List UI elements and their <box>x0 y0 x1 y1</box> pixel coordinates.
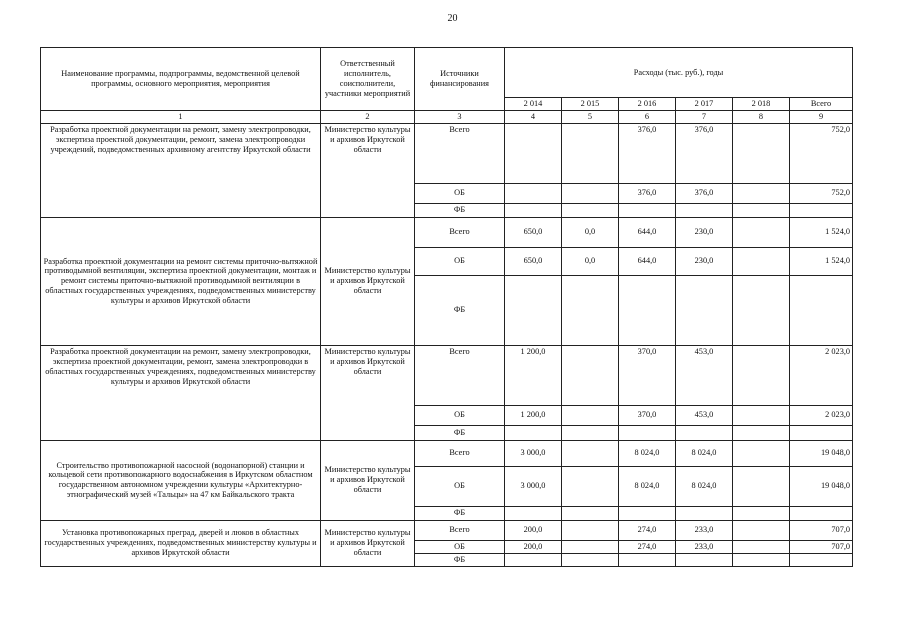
value-2018 <box>733 520 790 540</box>
value-total <box>790 553 853 566</box>
value-2015: 0,0 <box>562 217 619 247</box>
source-label: ОБ <box>415 183 505 203</box>
header-expenses: Расходы (тыс. руб.), годы <box>505 48 853 98</box>
value-2014: 650,0 <box>505 247 562 275</box>
column-index: 7 <box>676 110 733 123</box>
value-2016: 370,0 <box>619 345 676 405</box>
value-2017: 8 024,0 <box>676 466 733 506</box>
value-2014: 1 200,0 <box>505 405 562 425</box>
table-row <box>41 123 853 183</box>
value-2014 <box>505 553 562 566</box>
value-2015 <box>562 405 619 425</box>
budget-table <box>40 47 853 567</box>
value-2017: 453,0 <box>676 345 733 405</box>
value-2015 <box>562 123 619 183</box>
table-row <box>41 440 853 466</box>
value-2015 <box>562 520 619 540</box>
value-2016 <box>619 275 676 345</box>
table-row <box>41 345 853 405</box>
value-2017 <box>676 275 733 345</box>
value-2014 <box>505 506 562 520</box>
value-total <box>790 425 853 440</box>
value-2015 <box>562 440 619 466</box>
value-2017 <box>676 203 733 217</box>
column-index: 2 <box>321 110 415 123</box>
value-2015 <box>562 540 619 553</box>
value-2014: 200,0 <box>505 520 562 540</box>
header-year-2014: 2 014 <box>505 98 562 111</box>
value-total <box>790 506 853 520</box>
value-2018 <box>733 405 790 425</box>
value-total <box>790 203 853 217</box>
header-year-2015: 2 015 <box>562 98 619 111</box>
column-index: 3 <box>415 110 505 123</box>
source-label: Всего <box>415 520 505 540</box>
value-total: 752,0 <box>790 183 853 203</box>
value-total: 752,0 <box>790 123 853 183</box>
value-2018 <box>733 183 790 203</box>
value-2016: 644,0 <box>619 217 676 247</box>
source-label: ФБ <box>415 553 505 566</box>
value-2018 <box>733 123 790 183</box>
table-row <box>41 520 853 540</box>
value-2018 <box>733 506 790 520</box>
value-2016 <box>619 553 676 566</box>
value-2015 <box>562 203 619 217</box>
value-total: 19 048,0 <box>790 440 853 466</box>
column-index: 8 <box>733 110 790 123</box>
header-year-2016: 2 016 <box>619 98 676 111</box>
program-name: Разработка проектной документации на ремонт системы приточно-вытяжной противодымной вентиляции, экспертиза проектной документации, монтаж и ремонт системы приточно-вытяжной противодымной вентиляции в областных государственных учреждениях, подведомственных министерству культуры и архивов Иркутской области <box>41 217 321 345</box>
value-2016 <box>619 203 676 217</box>
value-total: 1 524,0 <box>790 247 853 275</box>
source-label: ФБ <box>415 203 505 217</box>
executor-name: Министерство культуры и архивов Иркутской области <box>321 345 415 440</box>
header-year-2018: 2 018 <box>733 98 790 111</box>
header-executor: Ответственный исполнитель, соисполнители, участники мероприятий <box>321 48 415 111</box>
executor-name: Министерство культуры и архивов Иркутской области <box>321 440 415 520</box>
value-2014: 3 000,0 <box>505 440 562 466</box>
value-2017 <box>676 553 733 566</box>
value-total: 707,0 <box>790 540 853 553</box>
value-2014: 650,0 <box>505 217 562 247</box>
value-2017: 233,0 <box>676 520 733 540</box>
value-2017: 230,0 <box>676 217 733 247</box>
source-label: Всего <box>415 123 505 183</box>
value-2014 <box>505 203 562 217</box>
column-index: 5 <box>562 110 619 123</box>
value-2015 <box>562 553 619 566</box>
program-name: Строительство противопожарной насосной (водонапорной) станции и кольцевой сети противопожарного водоснабжения в Иркутском областном государственном автономном учреждении культуры «Архитектурно-этнографический музей «Тальцы» на 47 км Байкальского тракта <box>41 440 321 520</box>
value-2017: 233,0 <box>676 540 733 553</box>
source-label: Всего <box>415 440 505 466</box>
header-sources: Источники финансирования <box>415 48 505 111</box>
value-2015 <box>562 466 619 506</box>
source-label: ОБ <box>415 405 505 425</box>
value-2018 <box>733 425 790 440</box>
source-label: ОБ <box>415 466 505 506</box>
executor-name: Министерство культуры и архивов Иркутской области <box>321 520 415 566</box>
value-2016: 370,0 <box>619 405 676 425</box>
value-2015: 0,0 <box>562 247 619 275</box>
value-2016: 376,0 <box>619 183 676 203</box>
source-label: ОБ <box>415 540 505 553</box>
source-label: ОБ <box>415 247 505 275</box>
value-2018 <box>733 203 790 217</box>
value-2018 <box>733 540 790 553</box>
value-2017: 230,0 <box>676 247 733 275</box>
value-2017 <box>676 506 733 520</box>
value-2017 <box>676 425 733 440</box>
value-2014 <box>505 123 562 183</box>
value-2018 <box>733 247 790 275</box>
value-2015 <box>562 425 619 440</box>
value-2016 <box>619 506 676 520</box>
value-2015 <box>562 183 619 203</box>
column-index: 9 <box>790 110 853 123</box>
value-2016 <box>619 425 676 440</box>
value-2018 <box>733 345 790 405</box>
value-2017: 8 024,0 <box>676 440 733 466</box>
value-total: 2 023,0 <box>790 345 853 405</box>
value-2014: 3 000,0 <box>505 466 562 506</box>
value-2017: 376,0 <box>676 123 733 183</box>
header-total: Всего <box>790 98 853 111</box>
value-2014: 200,0 <box>505 540 562 553</box>
page-number: 20 <box>447 13 458 24</box>
source-label: ФБ <box>415 506 505 520</box>
value-2015 <box>562 275 619 345</box>
value-2014 <box>505 275 562 345</box>
value-2016: 274,0 <box>619 540 676 553</box>
value-2016: 8 024,0 <box>619 466 676 506</box>
program-name: Разработка проектной документации на ремонт, замену электропроводки, экспертиза проектной документации, ремонт, замена электропроводки учреждений, подведомственных архивному агентству Иркутской области <box>41 123 321 217</box>
executor-name: Министерство культуры и архивов Иркутской области <box>321 217 415 345</box>
value-2018 <box>733 553 790 566</box>
value-2016: 8 024,0 <box>619 440 676 466</box>
value-total: 19 048,0 <box>790 466 853 506</box>
column-index: 4 <box>505 110 562 123</box>
value-total <box>790 275 853 345</box>
value-2016: 644,0 <box>619 247 676 275</box>
program-name: Разработка проектной документации на ремонт, замену электропроводки, экспертиза проектной документации, ремонт, замена электропроводки в областных государственных учреждениях, подведомственных министерству культуры и архивов Иркутской области <box>41 345 321 440</box>
source-label: ФБ <box>415 275 505 345</box>
value-2014: 1 200,0 <box>505 345 562 405</box>
table-row <box>41 217 853 247</box>
source-label: Всего <box>415 345 505 405</box>
value-total: 707,0 <box>790 520 853 540</box>
executor-name: Министерство культуры и архивов Иркутской области <box>321 123 415 217</box>
value-2018 <box>733 217 790 247</box>
value-2016: 274,0 <box>619 520 676 540</box>
column-index: 6 <box>619 110 676 123</box>
source-label: Всего <box>415 217 505 247</box>
value-2018 <box>733 466 790 506</box>
value-2015 <box>562 506 619 520</box>
value-2015 <box>562 345 619 405</box>
value-2018 <box>733 275 790 345</box>
value-2017: 453,0 <box>676 405 733 425</box>
column-index-row <box>41 110 853 123</box>
source-label: ФБ <box>415 425 505 440</box>
value-2014 <box>505 183 562 203</box>
value-2017: 376,0 <box>676 183 733 203</box>
column-index: 1 <box>41 110 321 123</box>
value-2016: 376,0 <box>619 123 676 183</box>
header-year-2017: 2 017 <box>676 98 733 111</box>
value-2014 <box>505 425 562 440</box>
value-total: 2 023,0 <box>790 405 853 425</box>
header-name: Наименование программы, подпрограммы, ведомственной целевой программы, основного мероприятия, мероприятия <box>41 48 321 111</box>
value-total: 1 524,0 <box>790 217 853 247</box>
program-name: Установка противопожарных преград, дверей и люков в областных государственных учреждениях, подведомственных министерству культуры и архивов Иркутской области <box>41 520 321 566</box>
value-2018 <box>733 440 790 466</box>
